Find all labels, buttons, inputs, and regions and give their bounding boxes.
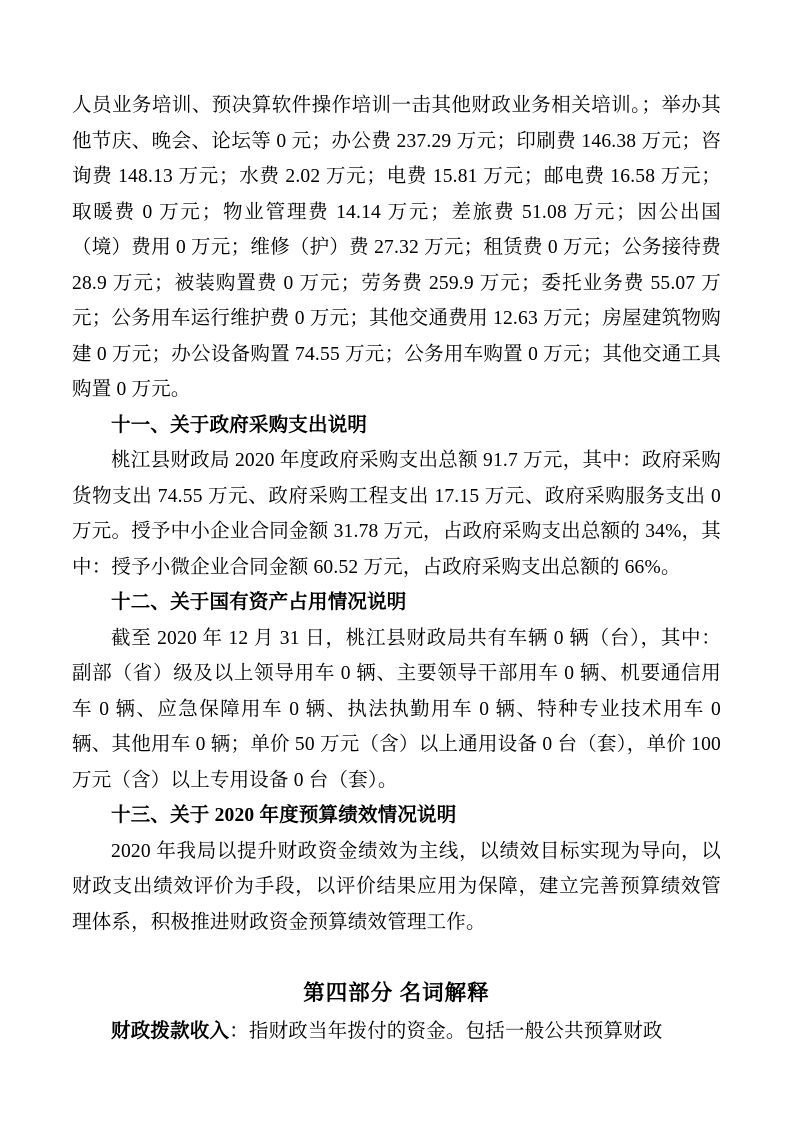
paragraph-section-eleven: 桃江县财政局 2020 年度政府采购支出总额 91.7 万元，其中：政府采购货物支出 74.55 万元、政府采购工程支出 17.15 万元、政府采购服务支出 0 万元。授予中小企业合同金额 31.78 万元，占政府采购支出总额的 34%，其中：授予小微企业合同金额 60.52 万元，占政府采购支出总额的 66%。 <box>72 450 721 578</box>
document-body <box>72 88 721 1049</box>
paragraph-expense-detail: 人员业务培训、预决算软件操作培训一击其他财政业务相关培训。；举办其他节庆、晚会、论坛等 0 元；办公费 237.29 万元；印刷费 146.38 万元；咨询费 148.13 万元；水费 2.02 万元；电费 15.81 万元；邮电费 16.58 万元；取暖费 0 万元；物业管理费 14.14 万元；差旅费 51.08 万元；因公出国（境）费用 0 万元；维修（护）费 27.32 万元；租赁费 0 万元；公务接待费 28.9 万元；被装购置费 0 万元；劳务费 259.9 万元；委托业务费 55.07 万元；公务用车运行维护费 0 万元；其他交通费用 12.63 万元；房屋建筑物购建 0 万元；办公设备购置 74.55 万元；公务用车购置 0 万元；其他交通工具购置 0 万元。 <box>72 95 721 400</box>
heading-section-twelve: 十二、关于国有资产占用情况说明 <box>111 592 407 613</box>
heading-section-thirteen: 十三、关于 2020 年度预算绩效情况说明 <box>111 805 457 826</box>
paragraph-section-thirteen: 2020 年我局以提升财政资金绩效为主线，以绩效目标实现为导向，以财政支出绩效评价为手段，以评价结果应用为保障，建立完善预算绩效管理体系，积极推进财政资金预算绩效管理工作。 <box>72 840 721 933</box>
section-spacer <box>72 940 721 976</box>
term-definition-text: ：指财政当年拨付的资金。包括一般公共预算财政 <box>229 1020 663 1042</box>
term-label: 财政拨款收入 <box>111 1020 230 1042</box>
paragraph-section-twelve: 截至 2020 年 12 月 31 日，桃江县财政局共有车辆 0 辆（台），其中：副部（省）级及以上领导用车 0 辆、主要领导干部用车 0 辆、机要通信用车 0 辆、应急保障用车 0 辆、执法执勤用车 0 辆、特种专业技术用车 0 辆、其他用车 0 辆；单价 50 万元（含）以上通用设备 0 台（套），单价 100 万元（含）以上专用设备 0 台（套）。 <box>72 627 721 791</box>
paragraph-term-definition <box>72 1014 721 1050</box>
section-title-part-four: 第四部分 名词解释 <box>303 981 490 1005</box>
heading-section-eleven: 十一、关于政府采购支出说明 <box>111 414 368 436</box>
